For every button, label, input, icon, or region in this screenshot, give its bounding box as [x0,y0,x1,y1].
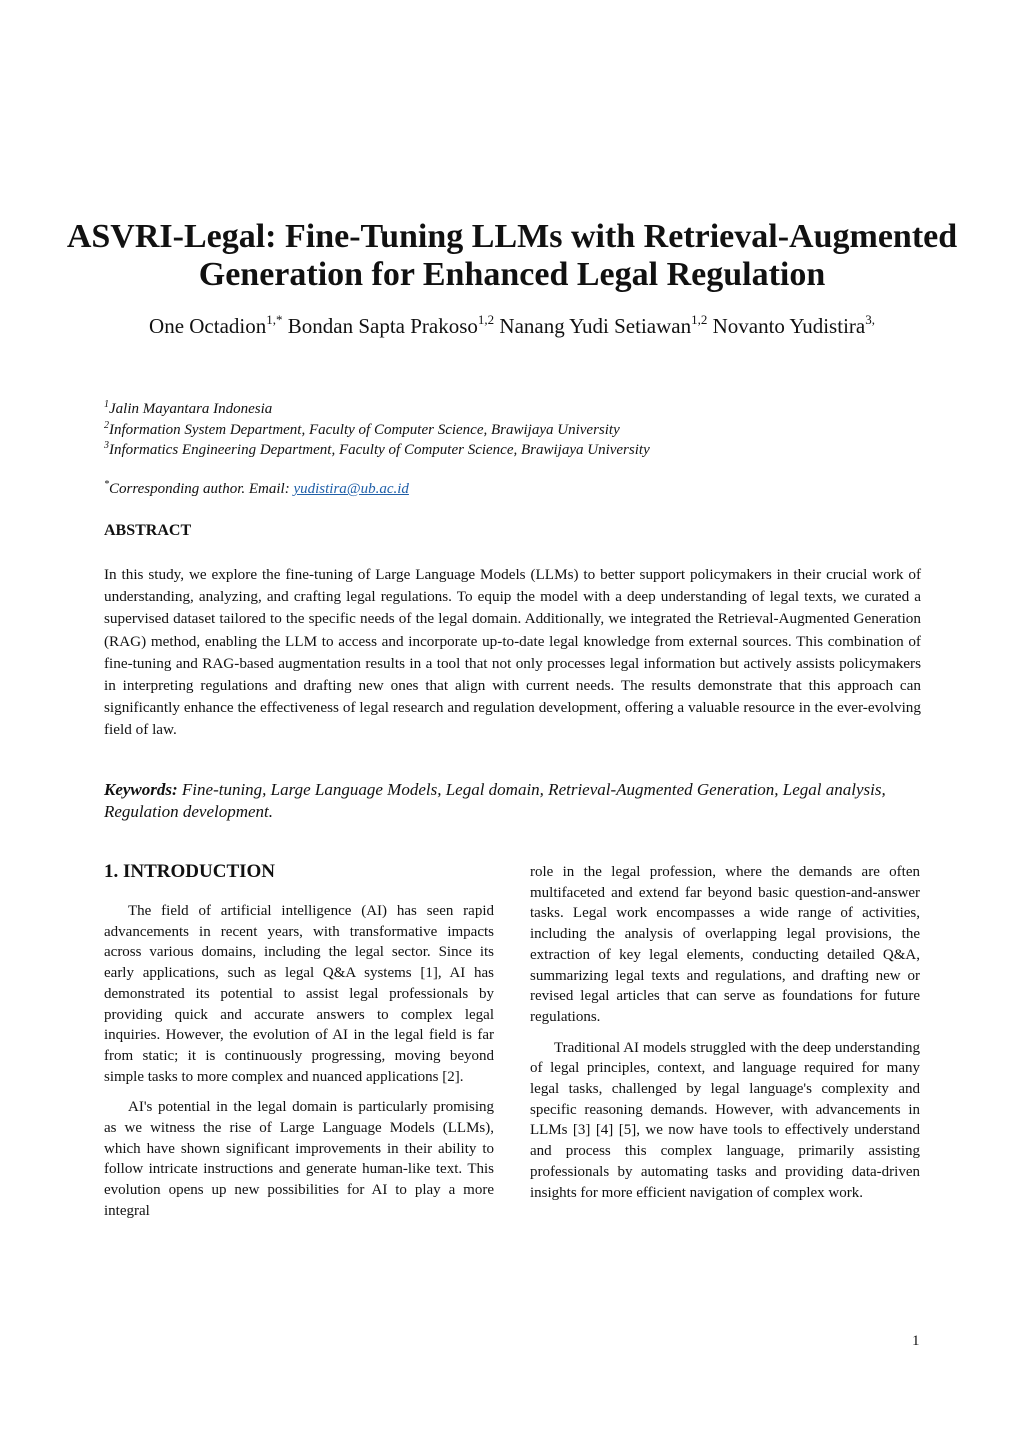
author-list [110,304,914,348]
author-affiliation-sup: 3, [865,312,875,327]
author-affiliation-sup: 1,2 [691,312,708,327]
abstract-text: In this study, we explore the fine-tuning of Large Language Models (LLMs) to better support policymakers in their crucial work of understanding, analyzing, and crafting legal regulations. To equip the model with a deep understanding of legal texts, we curated a supervised dataset tailored to the specific needs of the legal domain. Additionally, we integrated the Retrieval-Augmented Generation (RAG) method, enabling the LLM to access and incorporate up-to-date legal knowledge from external sources. This combination of fine-tuning and RAG-based augmentation results in a tool that not only processes legal information but actively assists policymakers in interpreting regulations and drafting new ones that align with current needs. The results demonstrate that this approach can significantly enhance the effectiveness of legal research and regulation development, offering a valuable resource in the ever-evolving field of law. [104,566,921,739]
corresponding-sup: * [104,479,109,490]
email-link[interactable]: yudistira@ub.ac.id [293,481,409,497]
corresponding-author [104,479,409,499]
corresponding-label: Corresponding author. Email: [109,481,294,497]
keywords-text: Fine-tuning, Large Language Models, Legal domain, Retrieval-Augmented Generation, Legal analysis, Regulation development. [104,780,886,821]
keywords-label: Keywords: [104,780,178,799]
author-affiliation-sup: 1,2 [477,312,495,327]
paper-title: ASVRI-Legal: Fine-Tuning LLMs with Retrieval-Augmented Generation for Enhanced Legal Regulation [66,218,958,293]
affiliation-sup: 1 [104,399,109,410]
affiliation-text: Informatics Engineering Department, Faculty of Computer Science, Brawijaya University [109,442,650,458]
affiliation-item [104,420,924,441]
body-paragraph: AI's potential in the legal domain is particularly promising as we witness the rise of Large Language Models (LLMs), which have shown significant improvements in their ability to follow intricate instructions and generate human-like text. This evolution opens up new possibilities for AI to play a more integral [104,1099,494,1219]
affiliation-text: Jalin Mayantara Indonesia [109,401,273,417]
affiliation-text: Information System Department, Faculty of Computer Science, Brawijaya University [109,421,620,438]
author-name: Bondan Sapta Prakoso [287,314,478,338]
keywords [104,779,921,823]
author-name: One Octadion [149,314,267,338]
left-column [104,860,494,1232]
author-name: Novanto Yudistira [712,314,866,338]
body-paragraph: The field of artificial intelligence (AI) has seen rapid advancements in recent years, with transformative impacts across various domains, including the legal sector. Since its early applications, such as legal Q&A systems [1], AI has demonstrated its potential to assist legal professionals by providing quick and accurate answers to complex legal inquiries. However, the evolution of AI in the legal field is far from static; it is continuously progressing, moving beyond simple tasks to more complex and nuanced applications [2]. [104,903,494,1085]
right-column [530,862,920,1213]
section-heading-introduction: 1. INTRODUCTION [104,861,276,882]
page-number: 1 [912,1333,920,1349]
affiliation-sup: 2 [104,419,109,431]
affiliation-item [104,399,924,420]
author-affiliation-sup: 1,* [266,312,283,327]
affiliation-list [104,399,924,461]
body-paragraph: Traditional AI models struggled with the deep understanding of legal principles, context, and language required for many legal tasks, challenged by legal language's complexity and specific reasoning demands. However, with advancements in LLMs [3] [4] [5], we now have tools to effectively understand and process this complex language, primarily assisting professionals by automating tasks and providing data-driven insights for more efficient navigation of complex work. [530,1039,920,1201]
author-name: Nanang Yudi Setiawan [499,314,692,338]
body-paragraph: role in the legal profession, where the demands are often multifaceted and extend far beyond basic question-and-answer tasks. Legal work encompasses a wide range of activities, including the analysis of overlapping legal provisions, the extraction of key legal elements, conducting detailed Q&A, summarizing legal texts and regulations, and drafting new or revised legal articles that can serve as foundations for future regulations. [530,864,920,1025]
affiliation-item [104,440,924,461]
abstract-heading: ABSTRACT [104,522,192,539]
affiliation-sup: 3 [104,440,109,451]
